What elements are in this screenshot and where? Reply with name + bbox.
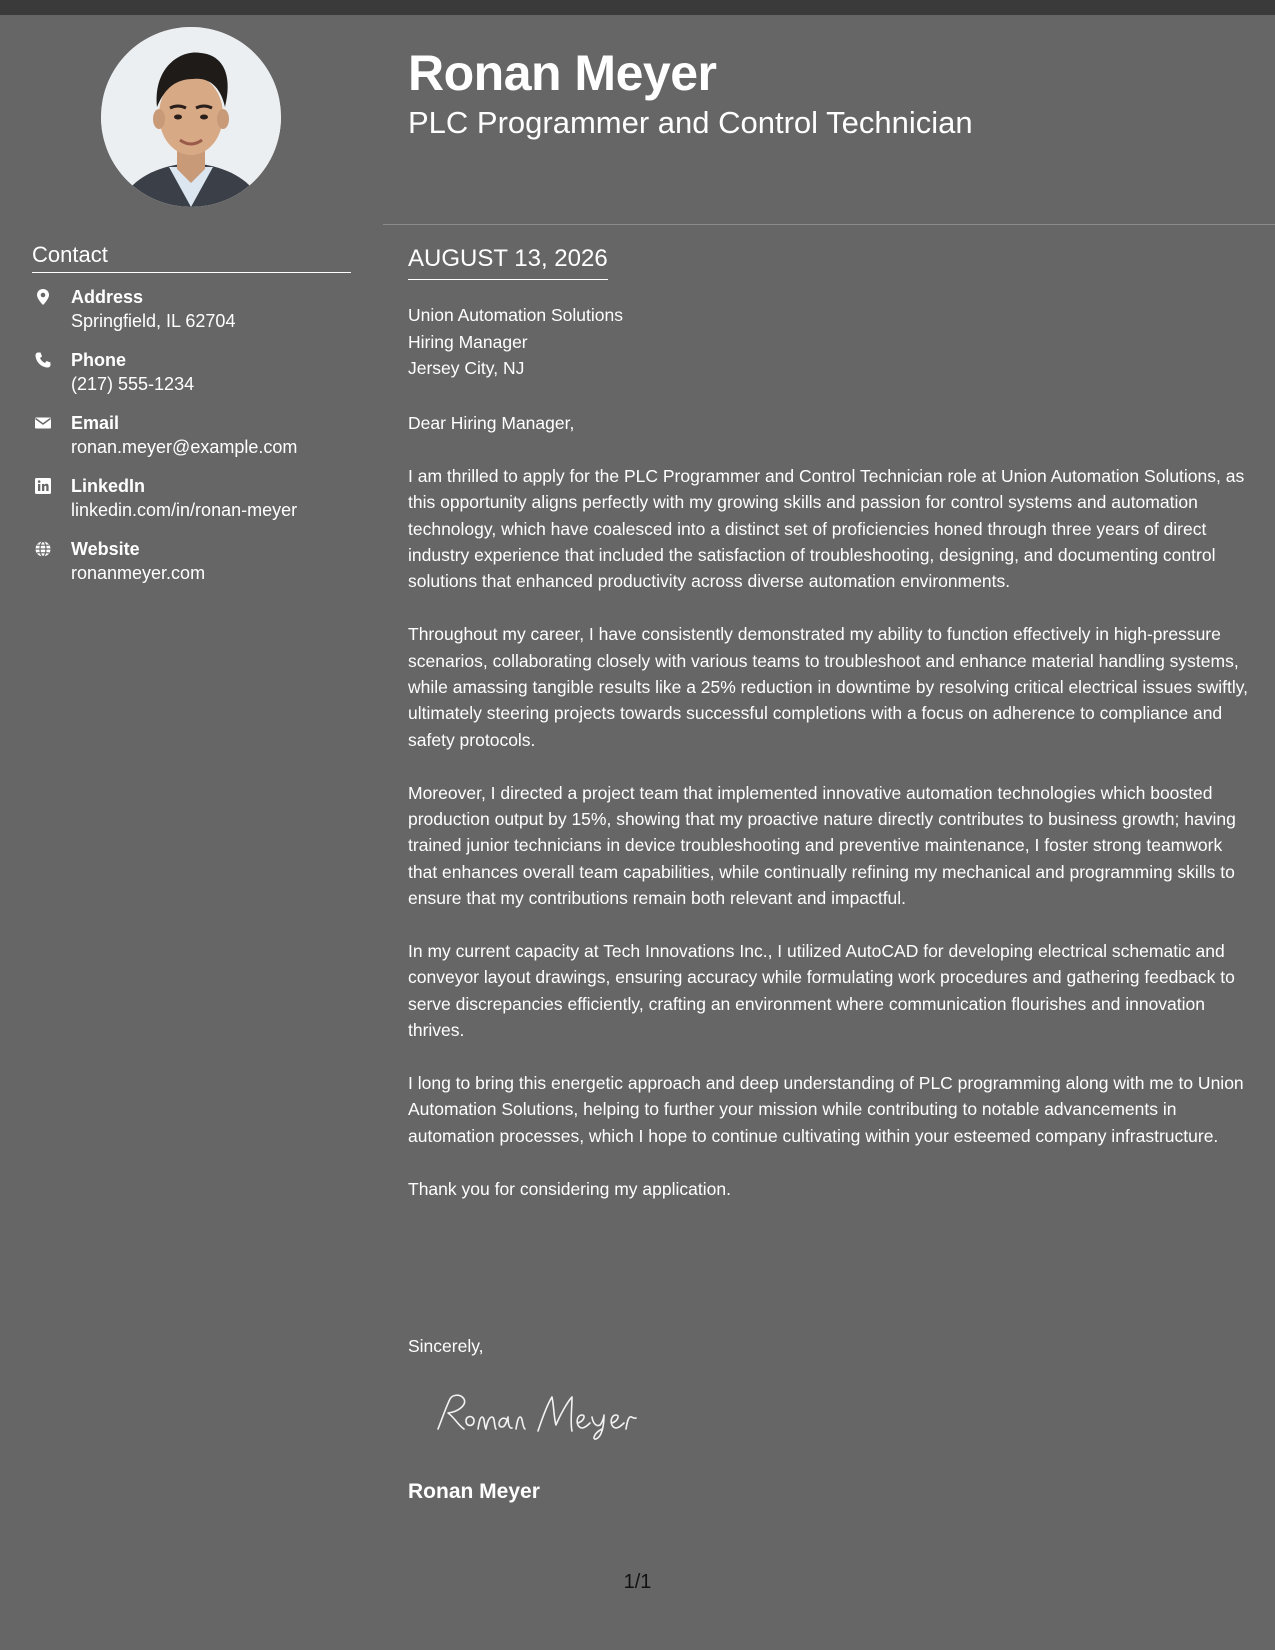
website-value[interactable]: ronanmeyer.com (71, 563, 206, 583)
job-title: PLC Programmer and Control Technician (408, 105, 973, 140)
recipient-location: Jersey City, NJ (408, 358, 525, 378)
envelope-icon (34, 414, 52, 432)
signature (430, 1385, 670, 1445)
phone-value[interactable]: (217) 555-1234 (71, 374, 195, 394)
letter-paragraph: In my current capacity at Tech Innovations Inc., I utilized AutoCAD for developing electrical schematic and conveyor layout drawings, ensuring accuracy while formulating work procedures and gathering feedback to serve discrepancies efficiently, crafting an environment where communication flourishes and innovation thrives. (408, 941, 1235, 1041)
contact-list (32, 285, 362, 600)
closing: Sincerely, (408, 1336, 484, 1356)
letter-date: AUGUST 13, 2026 (408, 244, 608, 280)
letter-paragraph: Throughout my career, I have consistently demonstrated my ability to function effectively in high-pressure scenarios, collaborating closely with various teams to troubleshoot and enhance material handling systems, while amassing tangible results like a 25% reduction in downtime by resolving critical electrical issues swiftly, ultimately steering projects towards successful completions with a focus on adherence to compliance and safety protocols. (408, 624, 1249, 750)
letter-body (408, 410, 1254, 1228)
top-bar (0, 0, 1275, 15)
letter-paragraph: Thank you for considering my application. (408, 1178, 731, 1199)
handwritten-signature (430, 1385, 670, 1445)
contact-item-address (32, 285, 362, 348)
phone-icon (34, 351, 52, 369)
contact-label: Phone (71, 350, 127, 370)
candidate-name: Ronan Meyer (408, 45, 717, 101)
signer-name: Ronan Meyer (408, 1480, 540, 1503)
header-divider (383, 224, 1275, 225)
letter-paragraph: I long to bring this energetic approach and deep understanding of PLC programming along with me to Union Automation Solutions, helping to further your mission while contributing to notable advancements in automation processes, which I hope to continue cultivating within your esteemed company infrastructure. (408, 1073, 1244, 1146)
recipient-company: Union Automation Solutions (408, 305, 623, 325)
location-pin-icon (34, 288, 52, 306)
contact-label: Email (71, 413, 120, 433)
salutation: Dear Hiring Manager, (408, 413, 575, 433)
address-value: Springfield, IL 62704 (71, 311, 236, 331)
recipient-block (408, 302, 623, 382)
recipient-role: Hiring Manager (408, 331, 528, 352)
contact-item-email (32, 411, 362, 474)
contact-heading: Contact (32, 240, 351, 273)
letter-paragraph: I am thrilled to apply for the PLC Programmer and Control Technician role at Union Automation Solutions, as this opportunity aligns perfectly with my growing skills and passion for control systems and automation technology, which have coalesced into a distinct set of proficiencies honed through three years of direct industry experience that included the satisfaction of troubleshooting, designing, and documenting control solutions that enhanced productivity across diverse automation environments. (408, 465, 1245, 592)
globe-icon (34, 540, 52, 558)
linkedin-value[interactable]: linkedin.com/in/ronan-meyer (71, 500, 298, 520)
letter-paragraph: Moreover, I directed a project team that implemented innovative automation technologies which boosted production output by 15%, showing that my proactive nature directly contributes to business growth; having trained junior technicians in device troubleshooting and preventive maintenance, I foster strong teamwork that enhances overall team capabilities, while continually refining my mechanical and programming skills to ensure that my contributions remain both relevant and impactful. (408, 782, 1236, 909)
page-number: 1/1 (623, 1571, 652, 1593)
contact-label: Address (71, 287, 144, 307)
contact-item-linkedin (32, 474, 362, 537)
profile-photo (101, 27, 281, 207)
contact-label: LinkedIn (71, 476, 146, 496)
linkedin-icon (34, 477, 52, 495)
contact-item-phone (32, 348, 362, 411)
email-value[interactable]: ronan.meyer@example.com (71, 437, 298, 457)
profile-photo-illustration (101, 27, 281, 207)
contact-label: Website (71, 539, 140, 559)
contact-item-website (32, 537, 362, 600)
